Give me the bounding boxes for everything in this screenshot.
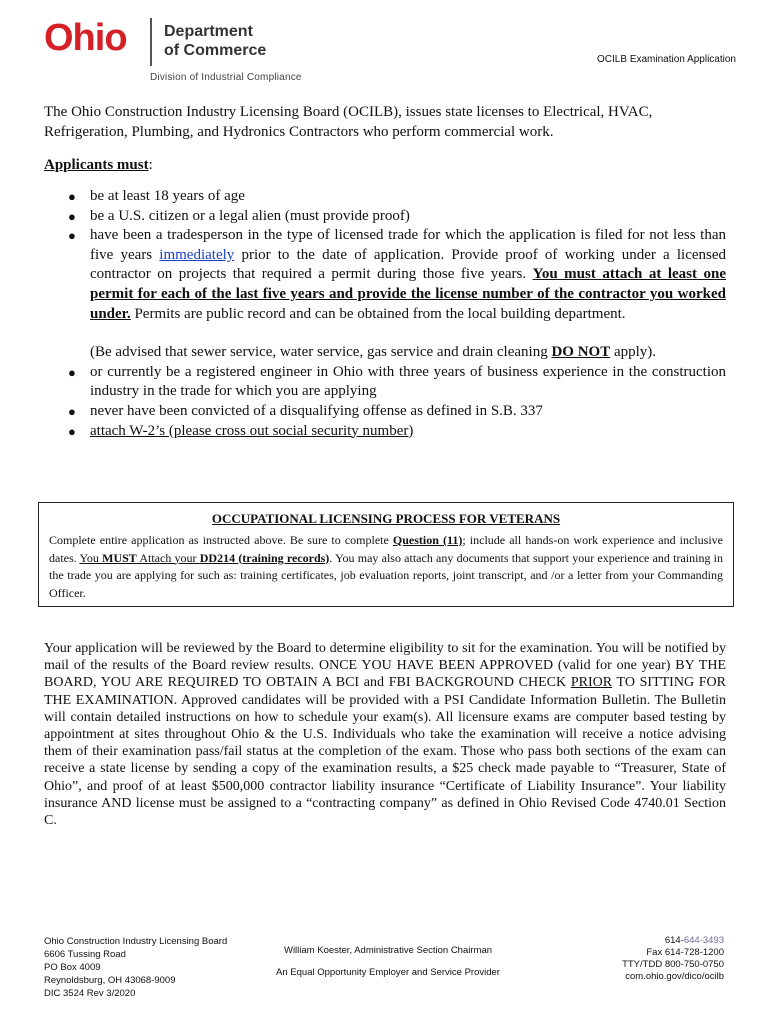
- intro-paragraph: The Ohio Construction Industry Licensing Board (OCILB), issues state licenses to Electrical, HVAC, Refrigeration, Plumbing, and Hydronics Contractors who perform commercial work.: [44, 104, 653, 140]
- list-item: ● never have been convicted of a disqualifying offense as defined in S.B. 337: [44, 402, 726, 422]
- bullet-icon: ●: [68, 228, 76, 244]
- equal-opportunity-line: An Equal Opportunity Employer and Service Provider: [276, 967, 500, 978]
- veterans-title: OCCUPATIONAL LICENSING PROCESS FOR VETERANS: [211, 511, 561, 526]
- list-item: ● or currently be a registered engineer in Ohio with three years of business experience in the construction industry in the trade for which you are applying: [68, 363, 726, 400]
- logo-divider: [150, 18, 152, 66]
- website-link[interactable]: com.ohio.gov/dico/ocilb: [625, 971, 724, 982]
- applicants-heading: Applicants must:: [44, 157, 153, 173]
- list-item: ● be at least 18 years of age: [44, 187, 726, 207]
- footer-center: [258, 945, 518, 989]
- footer-address: Ohio Construction Industry Licensing Board 6606 Tussing Road PO Box 4009 Reynoldsburg, OH 43068-9009 DIC 3524 Rev 3/2020: [44, 936, 228, 999]
- review-paragraph: Your application will be reviewed by the Board to determine eligibility to sit for the examination. You will be notified by mail of the results of the Board review results. ONCE YOU HAVE BEEN APPROVED (valid for one year) BY THE BOARD, YOU ARE REQUIRED TO OBTAIN A BCI and FBI BACKGROUND CHECK PRIOR TO SITTING FOR THE EXAMINATION. Approved candidates will be provided with a PSI Candidate Information Bulletin. The Bulletin will contain detailed instructions on how to schedule your exam(s). All licensure exams are computer based testing by appointment at sites throughout Ohio & the U.S. Individuals who take the examination will receive a notice advising them of their examination pass/fail status at the completion of the exam. Those who pass both sections of the exam can receive a state license by sending a copy of the examination results, a $25 check made payable to “Treasurer, State of Ohio”, and proof of at least $500,000 contractor liability insurance “Certificate of Liability Insurance”. Your liability insurance AND license must be assigned to a “contracting company” as defined in Ohio Revised Code 4740.01 Section C.: [44, 641, 727, 829]
- division-name: Division of Industrial Compliance: [150, 72, 302, 83]
- advised-note: (Be advised that sewer service, water service, gas service and drain cleaning DO NOT apply).: [90, 344, 657, 361]
- requirements-list: [44, 187, 726, 441]
- fax-number: Fax 614-728-1200: [646, 947, 724, 958]
- list-item: ● be a U.S. citizen or a legal alien (must provide proof): [44, 207, 726, 227]
- footer-contact: [524, 935, 724, 983]
- bullet-icon: ●: [68, 423, 76, 439]
- permit-requirement: You must attach at least one permit for each of the last five years and provide the license number of the contractor you worked under.: [90, 266, 727, 322]
- tty-number: TTY/TDD 800-750-0750: [622, 959, 724, 970]
- veterans-box: [38, 502, 734, 607]
- veterans-text: Complete entire application as instructed above. Be sure to complete Question (11); include all hands-on work experience and inclusive dates. You MUST Attach your DD214 (training records). You may also attach any documents that support your experience and training in the trade you are applying for such as: training certificates, job evaluation reports, joint transcript, and /or a letter from your Commanding Officer.: [49, 533, 723, 600]
- department-name: [164, 22, 344, 60]
- phone-number: 614-644-3493: [664, 935, 724, 946]
- department-line-2: of Commerce: [164, 42, 267, 59]
- list-item: ● have been a tradesperson in the type of licensed trade for which the application is filed for not less than five years immediately prior to the date of application. Provide proof of working under a licensed contractor on projects that required a permit during those five years. You must attach at least one permit for each of the last five years and provide the license number of the contractor you worked under. Permits are public record and can be obtained from the local building department. (Be advised that sewer service, water service, gas service and drain cleaning DO NOT apply).: [68, 227, 727, 361]
- bullet-icon: ●: [68, 189, 76, 204]
- department-line-1: Department: [164, 23, 253, 40]
- ohio-wordmark: Ohio: [44, 17, 127, 59]
- bullet-icon: ●: [68, 403, 76, 419]
- list-item: ● attach W-2’s (please cross out social security number): [44, 422, 726, 442]
- chairman-line: William Koester, Administrative Section Chairman: [283, 945, 493, 956]
- bullet-icon: ●: [68, 208, 76, 224]
- immediately-link[interactable]: immediately: [159, 246, 235, 263]
- bullet-icon: ●: [68, 364, 76, 380]
- form-title: OCILB Examination Application: [597, 54, 736, 65]
